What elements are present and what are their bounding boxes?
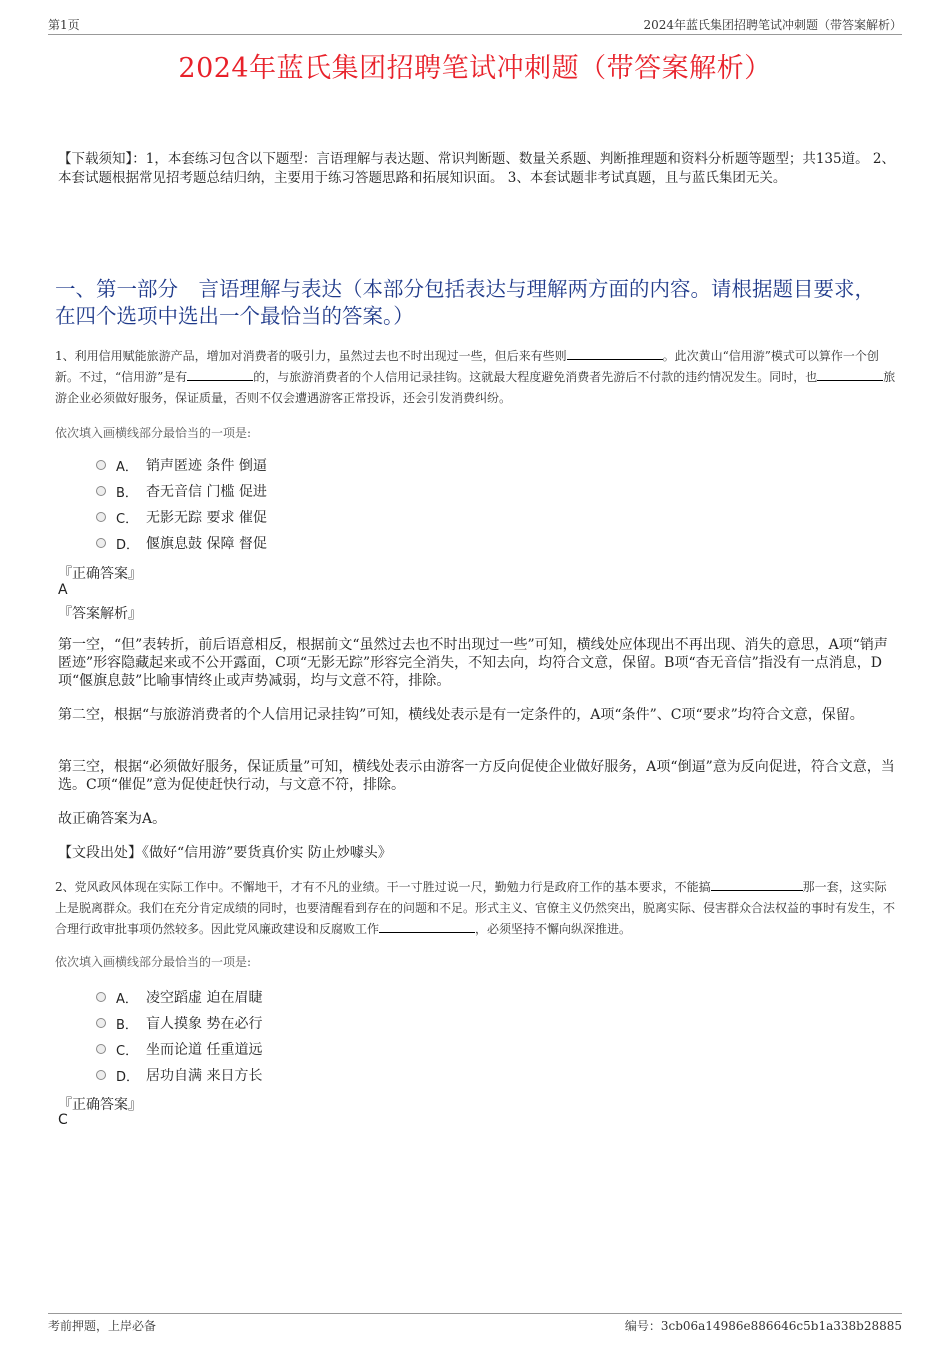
page-number: 第1页 (48, 18, 80, 32)
analysis-conclusion: 故正确答案为A。 (58, 811, 167, 827)
radio-icon[interactable] (96, 992, 106, 1002)
section-title: 一、第一部分 言语理解与表达（本部分包括表达与理解两方面的内容。请根据题目要求，在四个选项中选出一个最恰当的答案。） (55, 277, 875, 328)
analysis-paragraph-2: 第二空，根据“与旅游消费者的个人信用记录挂钩”可知，横线处表示是有一定条件的，A项“条件”、C项“要求”均符合文意，保留。 (58, 707, 864, 723)
option-b[interactable]: B． 杳无音信 门槛 促进 (96, 478, 267, 504)
option-a[interactable]: A． 凌空蹈虚 迫在眉睫 (96, 984, 262, 1010)
question-1-prompt: 依次填入画横线部分最恰当的一项是: (55, 426, 252, 440)
option-c[interactable]: C． 坐而论道 任重道远 (96, 1036, 262, 1062)
footer-slogan: 考前押题，上岸必备 (48, 1319, 157, 1333)
answer-label: 『正确答案』 (58, 1097, 142, 1113)
page-header (48, 16, 902, 35)
answer-label: 『正确答案』 (58, 566, 142, 582)
radio-icon[interactable] (96, 538, 106, 548)
answer-value: C (58, 1112, 68, 1128)
radio-icon[interactable] (96, 460, 106, 470)
passage-source: 【文段出处】《做好“信用游”要货真价实 防止炒噱头》 (58, 845, 392, 861)
blank-1 (711, 878, 803, 891)
question-2-prompt: 依次填入画横线部分最恰当的一项是: (55, 955, 252, 969)
radio-icon[interactable] (96, 1044, 106, 1054)
download-notice: 【下载须知】：1，本套练习包含以下题型：言语理解与表达题、常识判断题、数量关系题、判断推理题和资料分析题等题型；共135道。 2、本套试题根据常见招考题总结归纳，主要用于练习答题思路和拓展知识面。 3、本套试题非考试真题，且与蓝氏集团无关。 (58, 151, 895, 186)
option-d[interactable]: D． 偃旗息鼓 保障 督促 (96, 530, 267, 556)
footer-doc-id: 编号：3cb06a14986e886646c5b1a338b28885 (624, 1319, 902, 1333)
option-a[interactable]: A． 销声匿迹 条件 倒逼 (96, 452, 267, 478)
option-d[interactable]: D． 居功自满 来日方长 (96, 1062, 262, 1088)
option-c[interactable]: C． 无影无踪 要求 催促 (96, 504, 267, 530)
page-footer (48, 1313, 902, 1334)
analysis-label: 『答案解析』 (58, 606, 142, 622)
header-doc-title: 2024年蓝氏集团招聘笔试冲刺题（带答案解析） (643, 18, 902, 32)
blank-2 (187, 368, 253, 381)
radio-icon[interactable] (96, 486, 106, 496)
blank-2 (379, 920, 475, 933)
blank-1 (567, 347, 663, 360)
question-1-text: 1、利用信用赋能旅游产品，增加对消费者的吸引力，虽然过去也不时出现过一些，但后来有些则 。此次黄山“信用游”模式可以算作一个创新。不过，“信用游”是有 的，与旅游消费者的个人信用记录挂钩。这就最大程度避免消费者先游后不付款的违约情况发生。同时，也 旅游企业必须做好服务，保证质量，否则不仅会遭遇游客正常投诉，还会引发消费纠纷。 (55, 349, 896, 405)
answer-value: A (58, 582, 68, 598)
radio-icon[interactable] (96, 1018, 106, 1028)
question-2-options (96, 984, 262, 1088)
question-2-text: 2、党风政风体现在实际工作中。不懈地干，才有不凡的业绩。干一寸胜过说一尺，勤勉力行是政府工作的基本要求，不能搞 那一套，这实际上是脱离群众。我们在充分肯定成绩的同时，也要清醒看到存在的问题和不足。形式主义、官僚主义仍然突出，脱离实际、侵害群众合法权益的事时有发生，不合理行政审批事项仍然较多。因此党风廉政建设和反腐败工作 ，必须坚持不懈向纵深推进。 (55, 880, 896, 936)
document-title: 2024年蓝氏集团招聘笔试冲刺题（带答案解析） (178, 53, 772, 84)
analysis-paragraph-1: 第一空，“但”表转折，前后语意相反，根据前文“虽然过去也不时出现过一些”可知，横线处应体现出不再出现、消失的意思，A项“销声匿迹”形容隐藏起来或不公开露面，C项“无影无踪”形容完全消失，不知去向，均符合文意，保留。B项“杳无音信”指没有一点消息，D项“偃旗息鼓”比喻事情终止或声势减弱，均与文意不符，排除。 (58, 637, 888, 689)
radio-icon[interactable] (96, 1070, 106, 1080)
option-b[interactable]: B． 盲人摸象 势在必行 (96, 1010, 262, 1036)
analysis-paragraph-3: 第三空，根据“必须做好服务，保证质量”可知，横线处表示由游客一方反向促使企业做好服务，A项“倒逼”意为反向促进，符合文意，当选。C项“催促”意为促使赶快行动，与文意不符，排除。 (58, 759, 895, 793)
blank-3 (817, 368, 883, 381)
radio-icon[interactable] (96, 512, 106, 522)
question-1-options (96, 452, 267, 556)
